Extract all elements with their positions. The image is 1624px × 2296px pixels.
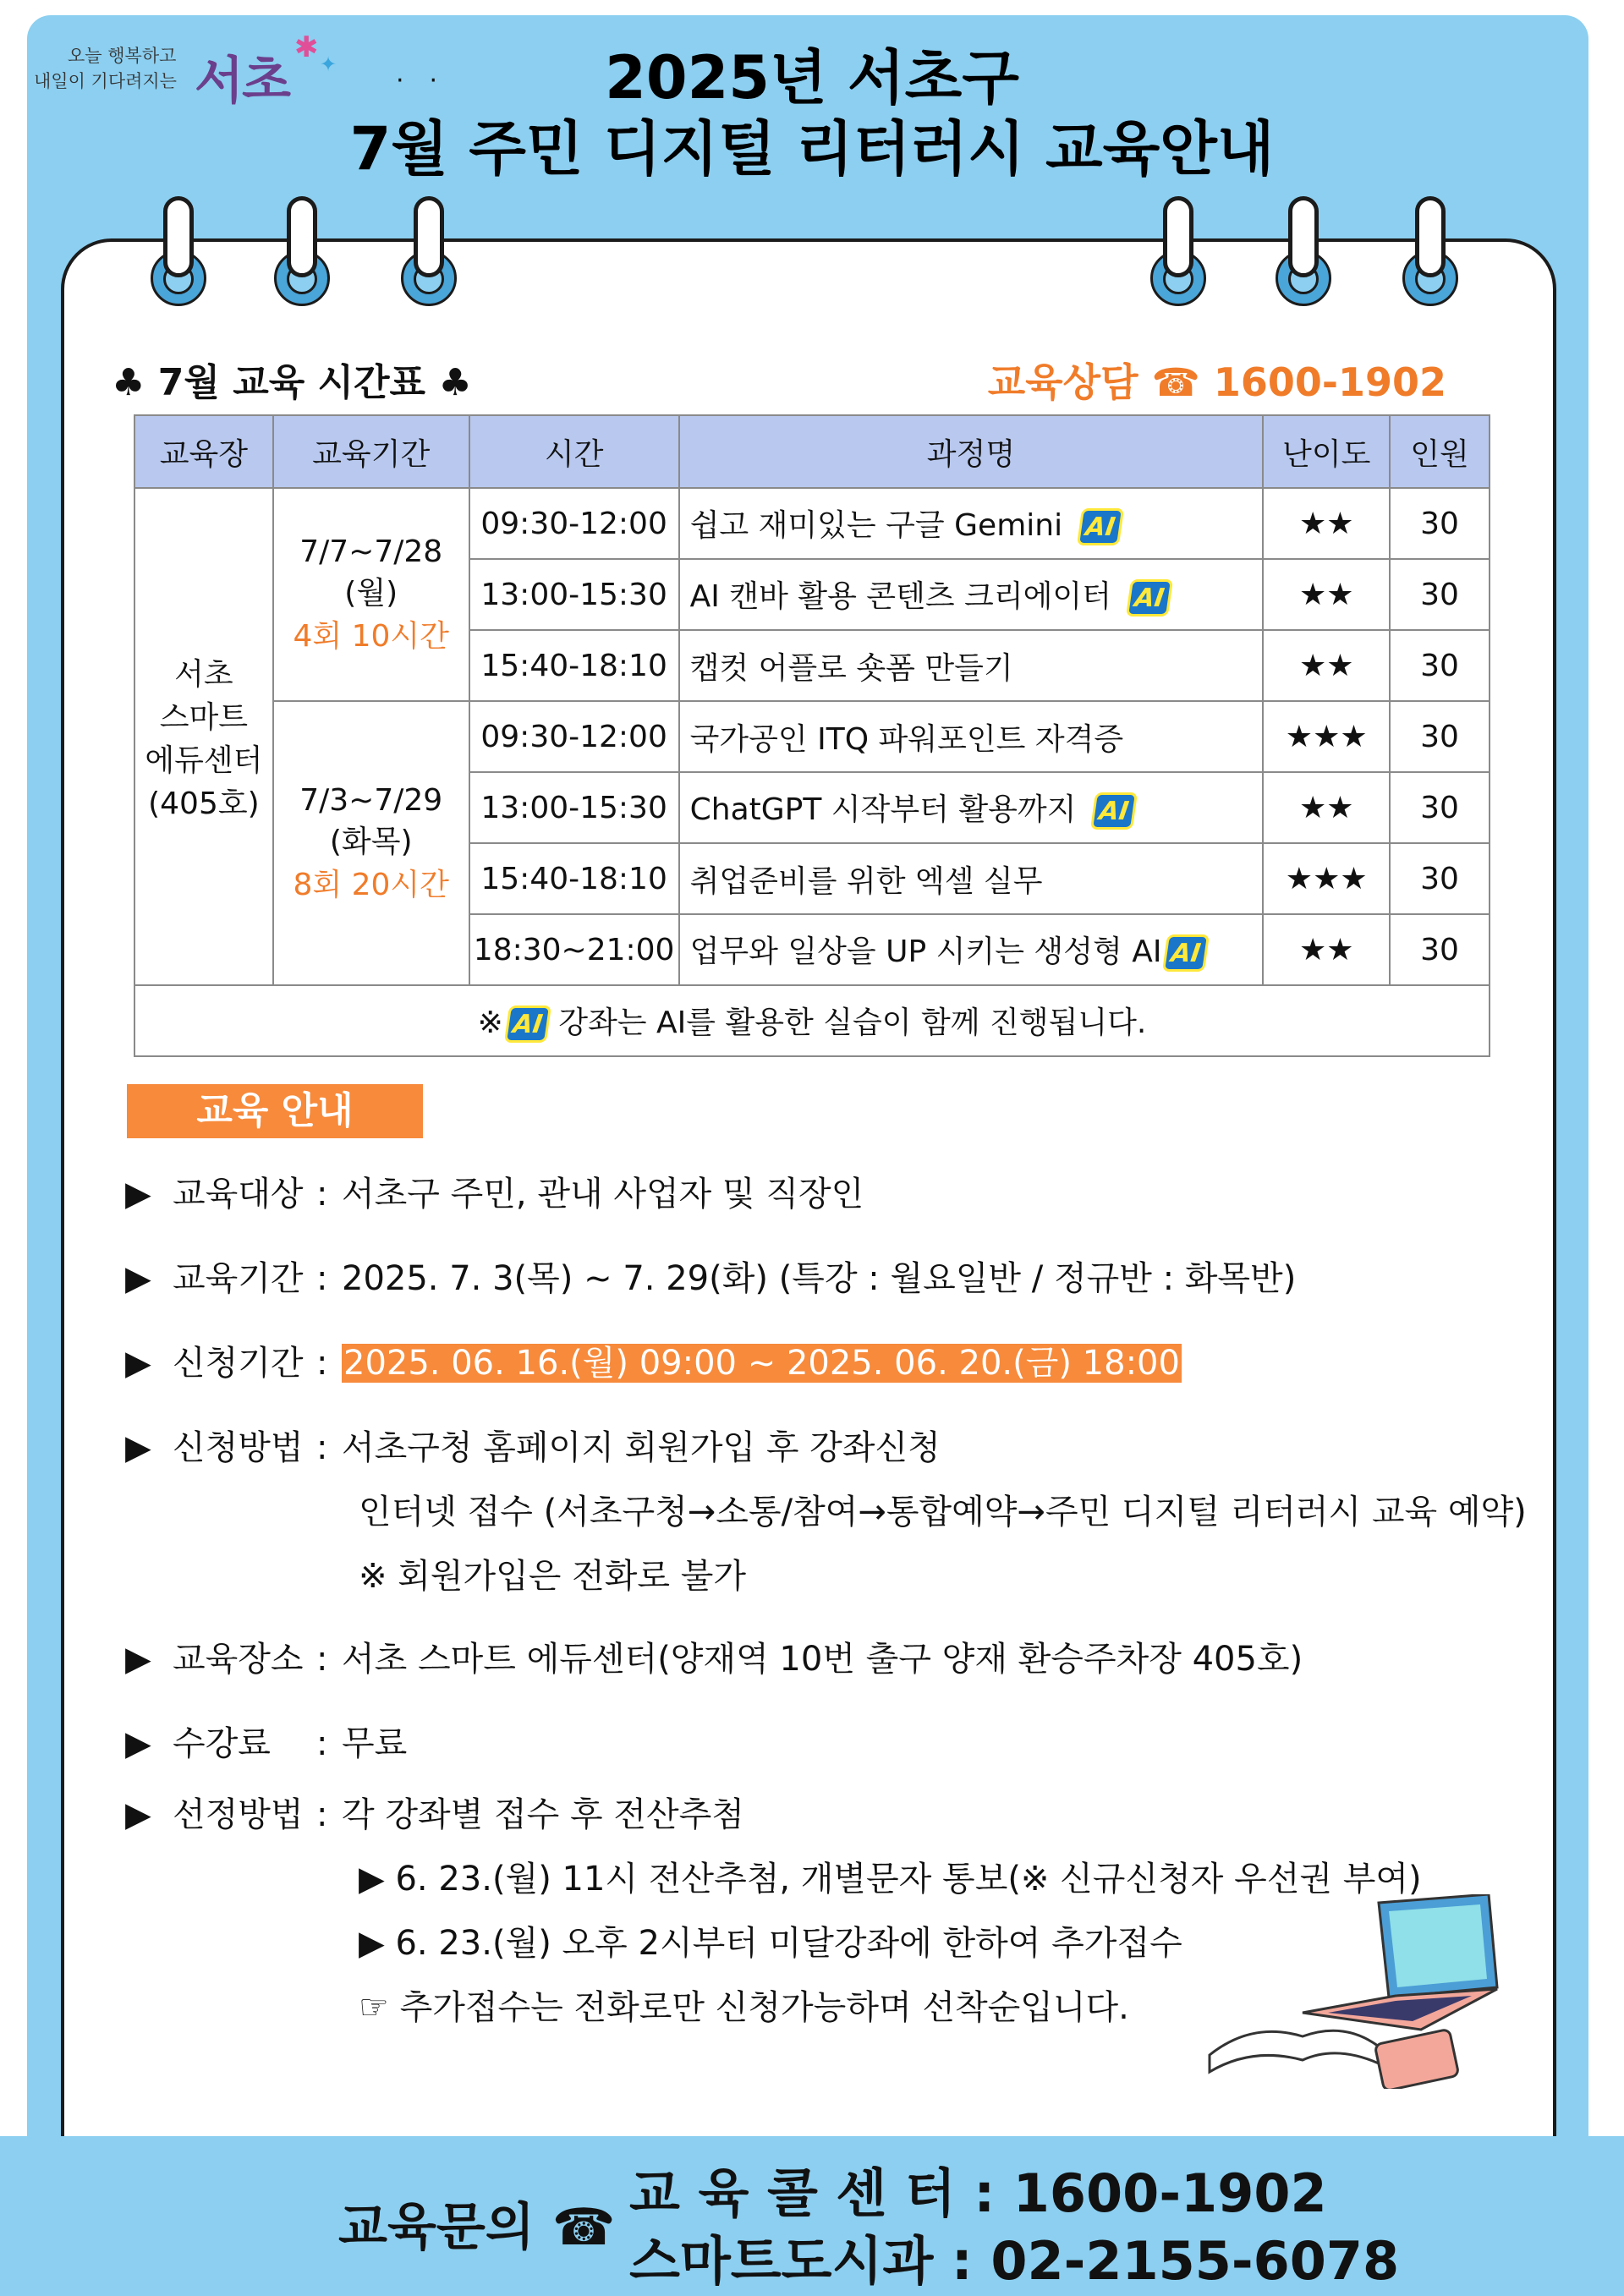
- course-cell: 캡컷 어플로 숏폼 만들기: [679, 630, 1264, 701]
- capacity-cell: 30: [1390, 701, 1490, 772]
- time-cell: 09:30-12:00: [469, 701, 679, 772]
- arrow-right-icon: ▶: [125, 1428, 151, 1467]
- ai-badge-icon: AI: [1162, 934, 1210, 972]
- logo-tagline-2: 내일이 기다려지는: [34, 71, 177, 91]
- binder-ring-icon: [1274, 196, 1333, 306]
- course-cell: 취업준비를 위한 엑셀 실무: [679, 843, 1264, 914]
- table-note-row: [134, 985, 1490, 1056]
- level-cell: ★★: [1263, 488, 1390, 559]
- table-note: ※ AI 강좌는 AI를 활용한 실습이 함께 진행됩니다.: [134, 985, 1490, 1056]
- footer-bar: [0, 2136, 1624, 2296]
- course-cell: 국가공인 ITQ 파워포인트 자격증: [679, 701, 1264, 772]
- course-cell: 업무와 일상을 UP 시키는 생성형 AI AI: [679, 914, 1264, 985]
- time-cell: 15:40-18:10: [469, 630, 679, 701]
- course-cell: 쉽고 재미있는 구글 Gemini AI: [679, 488, 1264, 559]
- level-cell: ★★: [1263, 772, 1390, 843]
- arrow-right-icon: ▶: [125, 1724, 151, 1763]
- schedule-heading: ♣ 7월 교육 시간표 ♣: [112, 361, 472, 404]
- level-cell: ★★: [1263, 559, 1390, 630]
- info-period: ▶ 교육기간 : 2025. 7. 3(목) ~ 7. 29(화) (특강 : 월요일반 / 정규반 : 화목반): [125, 1259, 1297, 1298]
- arrow-right-icon: ▶: [125, 1259, 151, 1298]
- info-fee: ▶ 수강료 : 무료: [125, 1724, 408, 1763]
- info-selection: ▶ 선정방법 : 각 강좌별 접수 후 전산추첨: [125, 1795, 744, 1834]
- ai-badge-icon: AI: [1077, 508, 1124, 545]
- arrow-right-icon: ▶: [125, 1640, 151, 1679]
- laptop-display: [1389, 1904, 1487, 1987]
- time-cell: 18:30~21:00: [469, 914, 679, 985]
- consult-phone: 교육상담 ☎ 1600-1902: [987, 359, 1446, 405]
- sparkle-icon: ✱: [294, 30, 319, 64]
- level-cell: ★★★: [1263, 843, 1390, 914]
- time-cell: 15:40-18:10: [469, 843, 679, 914]
- binder-ring-icon: [1149, 196, 1208, 306]
- course-cell: AI 캔바 활용 콘텐츠 크리에이터 AI: [679, 559, 1264, 630]
- info-target: ▶ 교육대상 : 서초구 주민, 관내 사업자 및 직장인: [125, 1175, 864, 1214]
- table-header-row: [134, 415, 1490, 488]
- schedule-table: [134, 414, 1490, 1057]
- ai-badge-icon: AI: [1126, 579, 1173, 616]
- logo-tagline-1: 오늘 행복하고: [68, 46, 177, 66]
- binder-ring-icon: [1401, 196, 1460, 306]
- period-cell: 7/7~7/28 (월) 4회 10시간: [273, 488, 469, 701]
- capacity-cell: 30: [1390, 914, 1490, 985]
- venue-cell: 서초 스마트 에듀센터 (405호): [134, 488, 273, 985]
- binder-ring-icon: [399, 196, 458, 306]
- info-place: ▶ 교육장소 : 서초 스마트 에듀센터(양재역 10번 출구 양재 환승주차장 405호): [125, 1640, 1303, 1679]
- capacity-cell: 30: [1390, 559, 1490, 630]
- sparkle-small-icon: ✦: [320, 52, 337, 76]
- selection-step-2: ▶ 6. 23.(월) 오후 2시부터 미달강좌에 한하여 추가접수: [359, 1924, 1182, 1963]
- page-title-line1: 2025년 서초구: [605, 43, 1019, 112]
- table-row: [134, 701, 1490, 772]
- smartphone: [1374, 2029, 1459, 2089]
- arrow-right-icon: ▶: [125, 1344, 151, 1383]
- logo-brand: 서초: [195, 52, 289, 111]
- selection-step-1: ▶ 6. 23.(월) 11시 전산추첨, 개별문자 통보(※ 신규신청자 우선권 부여): [359, 1860, 1422, 1899]
- level-cell: ★★★: [1263, 701, 1390, 772]
- apply-method-note: ※ 회원가입은 전화로 불가: [359, 1557, 747, 1596]
- column-header: 난이도: [1263, 415, 1390, 488]
- column-header: 인원: [1390, 415, 1490, 488]
- time-cell: 13:00-15:30: [469, 559, 679, 630]
- smart-city-phone: 스마트도시과 : 02-2155-6078: [629, 2230, 1400, 2292]
- info-apply-method: ▶ 신청방법 : 서초구청 홈페이지 회원가입 후 강좌신청: [125, 1428, 941, 1467]
- capacity-cell: 30: [1390, 630, 1490, 701]
- level-cell: ★★: [1263, 630, 1390, 701]
- ai-badge-icon: AI: [504, 1006, 551, 1043]
- binder-ring-icon: [272, 196, 332, 306]
- time-cell: 13:00-15:30: [469, 772, 679, 843]
- footer-label: 교육문의 ☎: [338, 2198, 616, 2257]
- open-book: [1210, 2030, 1379, 2072]
- selection-note: ☞ 추가접수는 전화로만 신청가능하며 선착순입니다.: [359, 1988, 1129, 2027]
- decorative-dots: ··: [396, 66, 464, 96]
- capacity-cell: 30: [1390, 488, 1490, 559]
- capacity-cell: 30: [1390, 772, 1490, 843]
- column-header: 시간: [469, 415, 679, 488]
- table-row: [134, 488, 1490, 559]
- column-header: 교육장: [134, 415, 273, 488]
- ai-badge-icon: AI: [1090, 792, 1138, 830]
- period-cell: 7/3~7/29 (화목) 8회 20시간: [273, 701, 469, 985]
- call-center-phone: 교 육 콜 센 터 : 1600-1902: [629, 2162, 1327, 2224]
- laptop-book-illustration: [1201, 1894, 1506, 2089]
- column-header: 과정명: [679, 415, 1264, 488]
- guide-section-tab: 교육 안내: [127, 1084, 423, 1138]
- binder-ring-icon: [149, 196, 208, 306]
- time-cell: 09:30-12:00: [469, 488, 679, 559]
- apply-period-highlight: 2025. 06. 16.(월) 09:00 ~ 2025. 06. 20.(금) 18:00: [343, 1344, 1180, 1383]
- column-header: 교육기간: [273, 415, 469, 488]
- course-cell: ChatGPT 시작부터 활용까지 AI: [679, 772, 1264, 843]
- arrow-right-icon: ▶: [125, 1795, 151, 1834]
- page-title-line2: 7월 주민 디지털 리터러시 교육안내: [349, 114, 1275, 184]
- level-cell: ★★: [1263, 914, 1390, 985]
- arrow-right-icon: ▶: [125, 1175, 151, 1214]
- capacity-cell: 30: [1390, 843, 1490, 914]
- info-apply-period: ▶ 신청기간 : 2025. 06. 16.(월) 09:00 ~ 2025. 06. 20.(금) 18:00: [125, 1344, 1180, 1383]
- apply-method-detail: 인터넷 접수 (서초구청→소통/참여→통합예약→주민 디지털 리터러시 교육 예약): [359, 1493, 1527, 1532]
